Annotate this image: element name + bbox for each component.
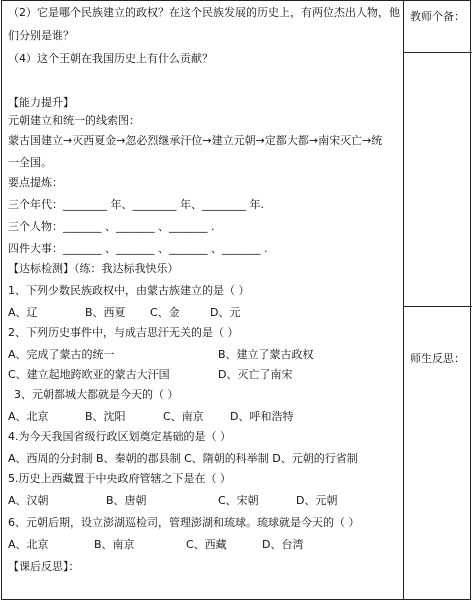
q2-option-d: D、灭亡了南宋 (218, 368, 293, 381)
q3-option-a: A、北京 (8, 410, 49, 423)
teacher-notes-label: 教师个备： (410, 10, 465, 23)
q3-option-c: C、南京 (163, 410, 204, 423)
column-divider (403, 0, 404, 600)
three-years: 三个年代：________ 年、________ 年、________ 年. (8, 198, 264, 211)
question-1: 1、下列少数民族政权中，由蒙古族建立的是（ ） (8, 284, 250, 297)
q2-option-c: C、建立起地跨欧亚的蒙古大汗国 (8, 368, 170, 381)
question-4-multiple-choice: 4.为今天我国省级行政区划奠定基础的是（ ） (8, 430, 231, 443)
q6-option-d: D、台湾 (262, 538, 304, 551)
q2-option-a: A、完成了蒙古的统一 (8, 348, 115, 361)
q1-option-c: C、金 (150, 306, 180, 319)
clue-line-1: 蒙古国建立→灭西夏金→忽必烈继承汗位→建立元朝→定都大都→南宋灭亡→统 (8, 134, 383, 147)
q5-option-b: B、唐朝 (106, 494, 147, 507)
clue-title: 元朝建立和统一的线索图： (8, 114, 140, 127)
q5-option-d: D、元朝 (296, 494, 338, 507)
section-check: 【达标检测】（练：我达标我快乐） (8, 262, 179, 275)
q1-option-d: D、元 (210, 306, 241, 319)
q2-option-b: B、建立了蒙古政权 (218, 348, 314, 361)
question-2-line-2: 们分别是谁？ (8, 29, 74, 42)
q4-options: A、西周的分封制 B、秦朝的郡县制 C、隋朝的科举制 D、元朝的行省制 (8, 452, 358, 465)
q3-option-d: D、呼和浩特 (230, 410, 294, 423)
q6-option-a: A、北京 (8, 538, 49, 551)
question-5: 5.历史上西藏置于中央政府管辖之下是在（ ） (8, 472, 231, 485)
clue-line-2: 一全国。 (8, 156, 52, 169)
sidebar-divider-mid (403, 306, 472, 307)
question-6: 6、元朝后期，设立澎湖巡检司，管理澎湖和琉球。琉球就是今天的（ ） (8, 516, 360, 529)
question-4: （4）这个王朝在我国历史上有什么贡献？ (8, 52, 213, 65)
key-points-label: 要点提炼： (8, 176, 63, 189)
q6-option-b: B、南京 (94, 538, 135, 551)
question-3: 3、元朝都城大都就是今天的（ ） (14, 388, 179, 401)
reflection-label: 师生反思： (410, 352, 465, 365)
four-events: 四件大事：_______ 、_______ 、_______ 、_______ . (8, 242, 268, 255)
three-people: 三个人物：_______ 、_______ 、_______ . (8, 220, 215, 233)
section-reflection: 【课后反思】： (8, 560, 80, 573)
section-ability: 【能力提升】 (8, 96, 74, 109)
question-2: 2、下列历史事件中，与成吉思汗无关的是（ ） (8, 326, 239, 339)
q3-option-b: B、沈阳 (85, 410, 126, 423)
q5-option-a: A、汉朝 (8, 494, 49, 507)
question-2-line-1: （2）它是哪个民族建立的政权？在这个民族发展的历史上，有两位杰出人物，他 (8, 6, 400, 19)
table-frame (1, 0, 471, 600)
q1-option-b: B、西夏 (85, 306, 126, 319)
q5-option-c: C、宋朝 (218, 494, 259, 507)
sidebar-divider-top (403, 52, 472, 53)
q6-option-c: C、西藏 (186, 538, 227, 551)
q1-option-a: A、辽 (8, 306, 38, 319)
